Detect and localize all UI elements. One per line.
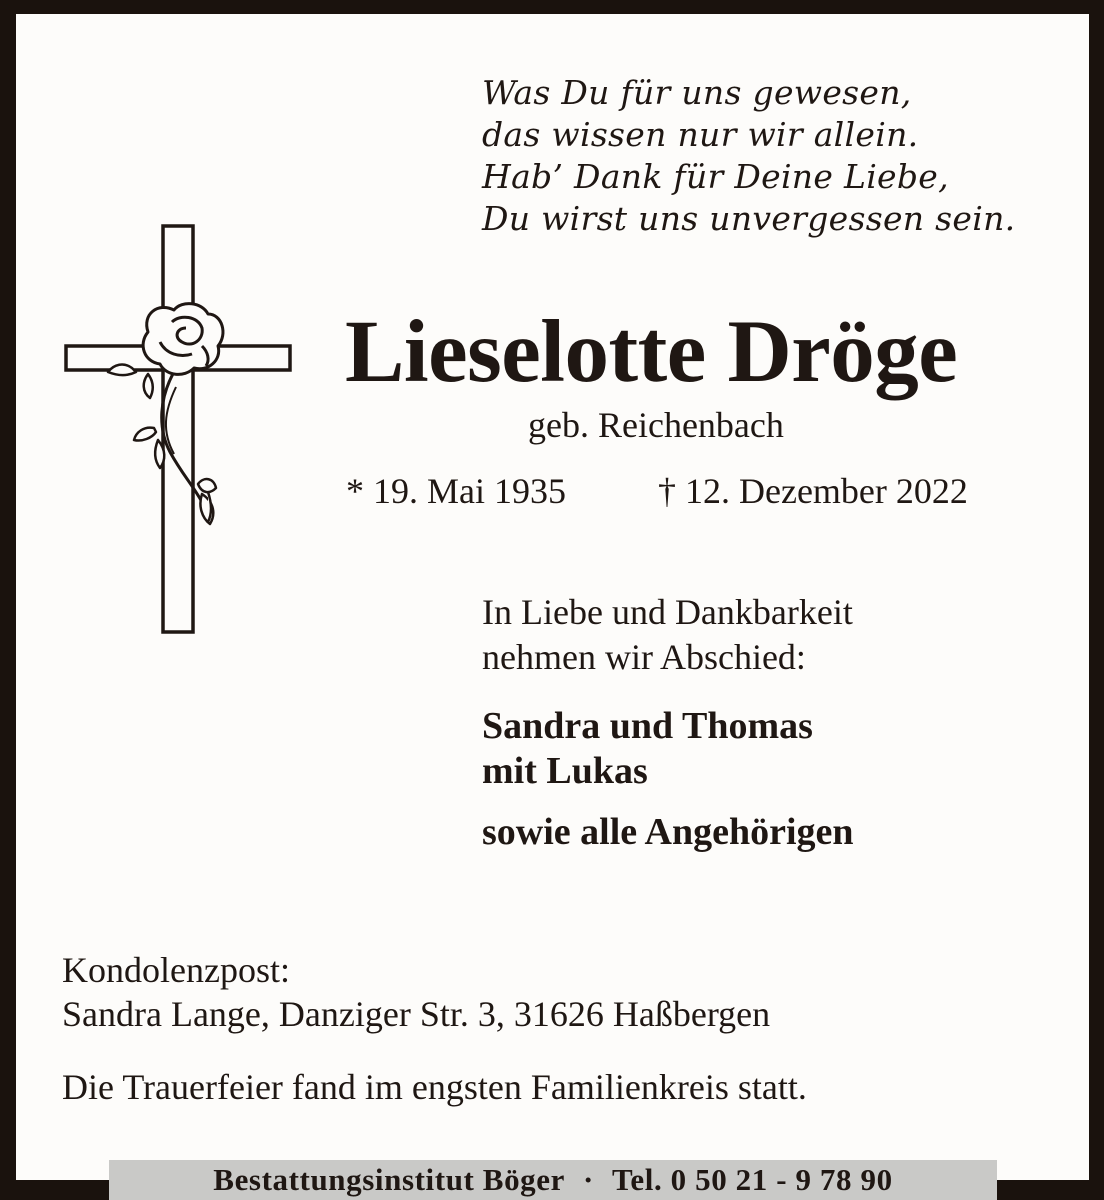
poem-line: Du wirst uns unvergessen sein.	[482, 199, 1016, 238]
mourner-line: Sandra und Thomas	[482, 705, 813, 747]
footer-separator: ·	[583, 1162, 594, 1197]
undertaker-phone: Tel. 0 50 21 - 9 78 90	[611, 1162, 893, 1197]
undertaker-name: Bestattungsinstitut Böger	[213, 1162, 565, 1197]
death-date: † 12. Dezember 2022	[658, 471, 968, 511]
cross-with-rose-icon	[62, 222, 296, 636]
ceremony-note: Die Trauerfeier fand im engsten Familienkreis statt.	[62, 1067, 807, 1107]
mourner-line: mit Lukas	[482, 750, 648, 792]
poem-line: das wissen nur wir allein.	[482, 115, 919, 154]
farewell-line: nehmen wir Abschied:	[482, 637, 806, 677]
poem-line: Hab’ Dank für Deine Liebe,	[482, 157, 949, 196]
condolence-address	[62, 948, 770, 1036]
maiden-name: geb. Reichenbach	[528, 405, 784, 445]
mourners	[482, 704, 813, 794]
farewell-line: In Liebe und Dankbarkeit	[482, 592, 853, 632]
condolence-label: Kondolenzpost:	[62, 950, 290, 990]
poem	[482, 72, 1015, 240]
undertaker-footer	[109, 1160, 997, 1200]
poem-line: Was Du für uns gewesen,	[482, 73, 912, 112]
deceased-name: Lieselotte Dröge	[345, 303, 958, 401]
farewell-text	[482, 590, 853, 680]
birth-date: * 19. Mai 1935	[346, 471, 566, 511]
condolence-address-line: Sandra Lange, Danziger Str. 3, 31626 Haßbergen	[62, 994, 771, 1034]
relatives: sowie alle Angehörigen	[482, 811, 854, 853]
